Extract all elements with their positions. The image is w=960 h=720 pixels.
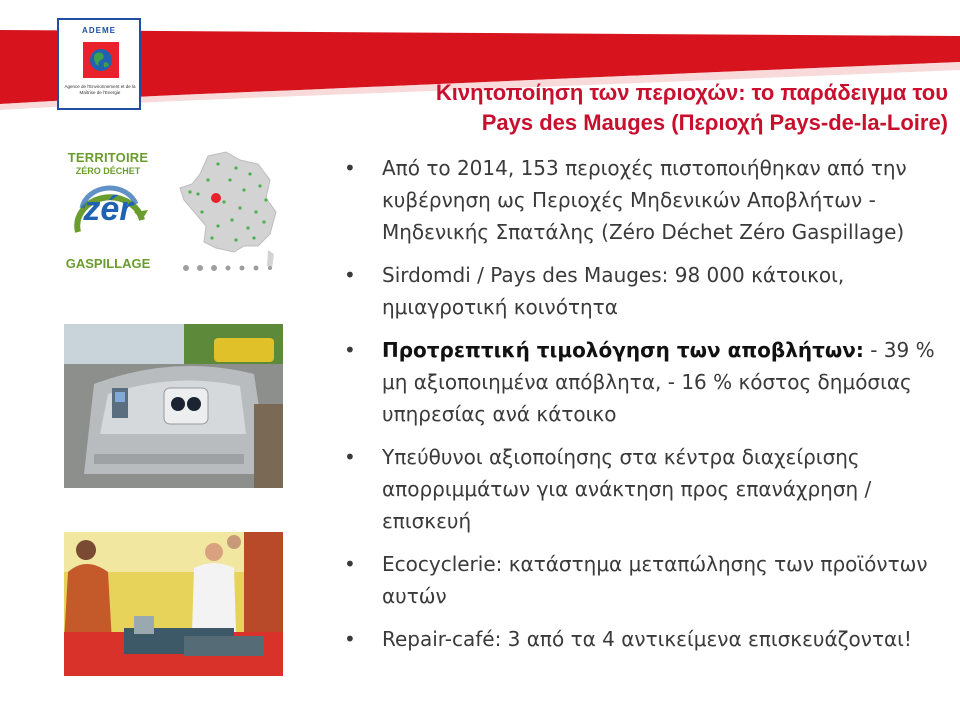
- ademe-logo: [57, 18, 141, 110]
- bullet-text: - 39 % μη αξιοποιημένα απόβλητα, - 16 % κόστος δημόσιας υπηρεσίας ανά κάτοικο: [382, 338, 935, 426]
- repair-cafe-photo: [64, 532, 283, 676]
- zero-logo-line-2: ZÉRO DÉCHET: [75, 166, 141, 176]
- bullet-text: Υπεύθυνοι αξιοποίησης στα κέντρα διαχείρισης απορριμμάτων για ανάκτηση προς επανάχρηση /επισκευή: [382, 445, 872, 533]
- bullet-bold-text: Προτρεπτική τιμολόγηση των αποβλήτων:: [382, 338, 864, 362]
- bullet-item: [340, 259, 940, 323]
- france-map-icon: [178, 150, 282, 278]
- bullet-text: Sirdomdi / Pays des Mauges: 98 000 κάτοικοι, ημιαγροτική κοινότητα: [382, 263, 845, 319]
- slide-title: [308, 78, 948, 138]
- bullet-list: [340, 152, 940, 666]
- title-line-2: Pays des Mauges (Περιοχή Pays-de-la-Loire): [481, 110, 948, 135]
- zero-dechet-logo: [58, 146, 158, 274]
- bullet-dot: •: [344, 263, 356, 287]
- globe-icon: [83, 42, 119, 78]
- zero-logo-line-3: GASPILLAGE: [65, 256, 151, 271]
- title-line-1: Κινητοποίηση των περιοχών: το παράδειγμα του: [435, 80, 948, 105]
- bullet-item: [340, 548, 940, 612]
- bullet-text: Από το 2014, 153 περιοχές πιστοποιήθηκαν από την κυβέρνηση ως Περιοχές Μηδενικών Αποβλήτων - Μηδενικής Σπατάλης (Zéro Déchet Zéro Gaspillage): [382, 156, 907, 244]
- bullet-text: Ecocyclerie: κατάστημα μεταπώλησης των προϊόντων αυτών: [382, 552, 928, 608]
- bullet-item: [340, 441, 940, 537]
- zero-logo-line-1: TERRITOIRE: [67, 150, 149, 165]
- bullet-item: [340, 152, 940, 248]
- bullet-dot: •: [344, 445, 356, 469]
- bullet-dot: •: [344, 338, 356, 362]
- ademe-logo-subtitle: Agence de l'Environnement et de la Maîtrise de l'Energie: [64, 84, 136, 95]
- ademe-logo-name: ADEME: [82, 26, 116, 35]
- bullet-dot: •: [344, 156, 356, 180]
- zero-logo-mark: zér: [83, 190, 133, 228]
- bullet-dot: •: [344, 552, 356, 576]
- bullet-item: [340, 623, 940, 655]
- waste-bin-photo: [64, 324, 283, 488]
- bullet-dot: •: [344, 627, 356, 651]
- bullet-item: [340, 334, 940, 430]
- bullet-text: Repair-café: 3 από τα 4 αντικείμενα επισκευάζονται!: [382, 627, 912, 651]
